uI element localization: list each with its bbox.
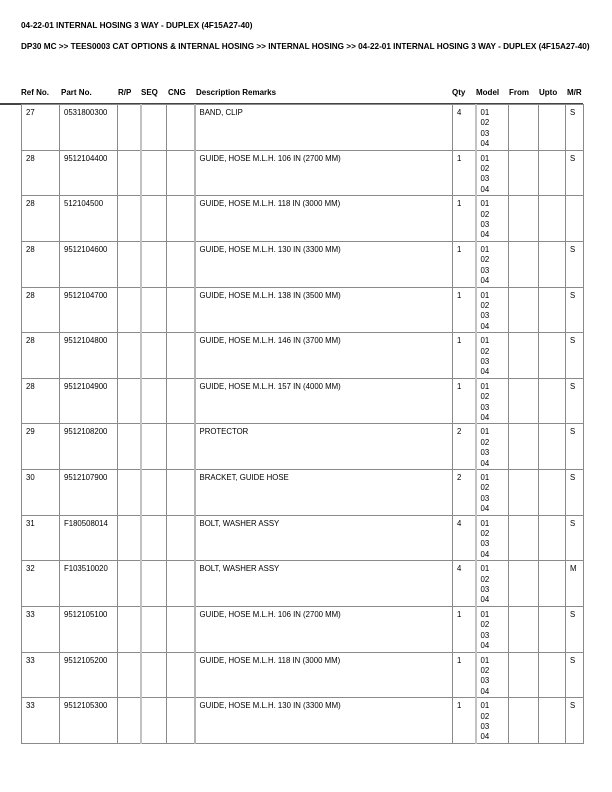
- model-code: 02: [480, 118, 490, 128]
- model-code: 02: [480, 164, 490, 174]
- ref-no-cell: 28: [22, 378, 60, 424]
- upto-cell: [539, 698, 566, 744]
- seq-cell: [141, 515, 167, 561]
- model-code: 03: [480, 676, 490, 686]
- column-header-ref-no: Ref No.: [21, 88, 49, 97]
- model-code: 01: [480, 381, 490, 391]
- model-cell: [476, 105, 509, 151]
- cng-cell: [167, 378, 195, 424]
- seq-cell: [141, 287, 167, 333]
- model-code: 04: [480, 595, 490, 605]
- qty-cell: 1: [453, 606, 476, 652]
- qty-cell: 1: [453, 241, 476, 287]
- description-cell: GUIDE, HOSE M.L.H. 138 IN (3500 MM): [195, 287, 453, 333]
- from-cell: [509, 196, 539, 242]
- model-code: 04: [480, 732, 490, 742]
- rp-cell: [118, 241, 141, 287]
- model-code: 01: [480, 473, 490, 482]
- description-cell: GUIDE, HOSE M.L.H. 106 IN (2700 MM): [195, 606, 453, 652]
- table-row: [22, 652, 584, 698]
- rp-cell: [118, 333, 141, 379]
- ref-no-cell: 31: [22, 515, 60, 561]
- model-code: 02: [480, 620, 490, 630]
- model-code: 04: [480, 230, 490, 240]
- description-cell: GUIDE, HOSE M.L.H. 130 IN (3300 MM): [195, 241, 453, 287]
- description-cell: GUIDE, HOSE M.L.H. 106 IN (2700 MM): [195, 150, 453, 196]
- table-row: [22, 606, 584, 652]
- ref-no-cell: 28: [22, 241, 60, 287]
- cng-cell: [167, 241, 195, 287]
- part-no-cell: 9512108200: [60, 424, 118, 470]
- column-header-seq: SEQ: [141, 88, 158, 97]
- model-code: 01: [480, 701, 490, 711]
- model-code: 03: [480, 402, 490, 412]
- rp-cell: [118, 378, 141, 424]
- from-cell: [509, 105, 539, 151]
- description-cell: GUIDE, HOSE M.L.H. 146 IN (3700 MM): [195, 333, 453, 379]
- upto-cell: [539, 150, 566, 196]
- from-cell: [509, 652, 539, 698]
- part-no-cell: 9512105100: [60, 606, 118, 652]
- ref-no-cell: 33: [22, 606, 60, 652]
- part-no-cell: 9512104800: [60, 333, 118, 379]
- from-cell: [509, 424, 539, 470]
- from-cell: [509, 241, 539, 287]
- rp-cell: [118, 287, 141, 333]
- model-code: 04: [480, 321, 490, 331]
- model-code: 01: [480, 108, 490, 117]
- mr-cell: S: [566, 378, 584, 424]
- column-header-rp: R/P: [118, 88, 132, 97]
- rp-cell: [118, 470, 141, 516]
- model-code: 03: [480, 630, 490, 640]
- model-code: 02: [480, 346, 490, 356]
- from-cell: [509, 561, 539, 607]
- table-row: [22, 470, 584, 516]
- model-code: 04: [480, 504, 490, 514]
- mr-cell: S: [566, 698, 584, 744]
- model-code: 04: [480, 641, 490, 651]
- table-row: [22, 196, 584, 242]
- rp-cell: [118, 561, 141, 607]
- rp-cell: [118, 698, 141, 744]
- model-code: 02: [480, 255, 490, 265]
- cng-cell: [167, 333, 195, 379]
- cng-cell: [167, 105, 195, 151]
- cng-cell: [167, 424, 195, 470]
- model-code: 01: [480, 244, 490, 254]
- column-header-upto: Upto: [539, 88, 558, 97]
- mr-cell: S: [566, 652, 584, 698]
- part-no-cell: 0531800300: [60, 105, 118, 151]
- ref-no-cell: 28: [22, 287, 60, 333]
- description-cell: BOLT, WASHER ASSY: [195, 561, 453, 607]
- seq-cell: [141, 378, 167, 424]
- part-no-cell: 9512104400: [60, 150, 118, 196]
- model-code: 01: [480, 290, 490, 300]
- description-cell: BOLT, WASHER ASSY: [195, 515, 453, 561]
- model-code: 02: [480, 437, 490, 447]
- model-code: 02: [480, 392, 490, 402]
- model-code: 03: [480, 493, 490, 503]
- model-cell: [476, 150, 509, 196]
- model-cell: [476, 378, 509, 424]
- seq-cell: [141, 561, 167, 607]
- table-row: [22, 105, 584, 151]
- table-row: [22, 698, 584, 744]
- ref-no-cell: 28: [22, 196, 60, 242]
- model-cell: [476, 287, 509, 333]
- description-cell: GUIDE, HOSE M.L.H. 118 IN (3000 MM): [195, 196, 453, 242]
- description-cell: PROTECTOR: [195, 424, 453, 470]
- qty-cell: 2: [453, 424, 476, 470]
- table-row: [22, 150, 584, 196]
- ref-no-cell: 28: [22, 150, 60, 196]
- from-cell: [509, 470, 539, 516]
- upto-cell: [539, 105, 566, 151]
- table-row: [22, 424, 584, 470]
- from-cell: [509, 287, 539, 333]
- rp-cell: [118, 196, 141, 242]
- cng-cell: [167, 698, 195, 744]
- model-code: 02: [480, 665, 490, 675]
- model-code: 04: [480, 139, 490, 149]
- seq-cell: [141, 652, 167, 698]
- from-cell: [509, 378, 539, 424]
- qty-cell: 1: [453, 150, 476, 196]
- cng-cell: [167, 652, 195, 698]
- model-code: 03: [480, 220, 490, 230]
- ref-no-cell: 27: [22, 105, 60, 151]
- model-code: 01: [480, 336, 490, 346]
- model-code: 04: [480, 412, 490, 422]
- model-code: 01: [480, 564, 490, 574]
- mr-cell: S: [566, 150, 584, 196]
- table-row: [22, 561, 584, 607]
- model-code: 01: [480, 153, 490, 163]
- model-cell: [476, 424, 509, 470]
- table-row: [22, 515, 584, 561]
- rp-cell: [118, 515, 141, 561]
- part-no-cell: 9512104600: [60, 241, 118, 287]
- column-header-description: Description Remarks: [196, 88, 277, 97]
- mr-cell: S: [566, 241, 584, 287]
- upto-cell: [539, 378, 566, 424]
- part-no-cell: 9512104900: [60, 378, 118, 424]
- parts-table: [21, 104, 584, 744]
- seq-cell: [141, 470, 167, 516]
- cng-cell: [167, 470, 195, 516]
- part-no-cell: F103510020: [60, 561, 118, 607]
- part-no-cell: 512104500: [60, 196, 118, 242]
- breadcrumb: DP30 MC >> TEES0003 CAT OPTIONS & INTERNAL HOSING >> INTERNAL HOSING >> 04-22-01 INTERNAL HOSING 3 WAY - DUPLEX (4F15A27-40): [21, 42, 590, 51]
- model-code: 02: [480, 711, 490, 721]
- ref-no-cell: 30: [22, 470, 60, 516]
- ref-no-cell: 33: [22, 698, 60, 744]
- model-code: 01: [480, 609, 490, 619]
- part-no-cell: 9512105300: [60, 698, 118, 744]
- model-code: 02: [480, 209, 490, 219]
- model-code: 04: [480, 184, 490, 194]
- ref-no-cell: 28: [22, 333, 60, 379]
- upto-cell: [539, 241, 566, 287]
- model-code: 02: [480, 529, 490, 539]
- model-cell: [476, 561, 509, 607]
- mr-cell: [566, 196, 584, 242]
- part-no-cell: 9512107900: [60, 470, 118, 516]
- qty-cell: 1: [453, 652, 476, 698]
- ref-no-cell: 33: [22, 652, 60, 698]
- qty-cell: 1: [453, 378, 476, 424]
- model-code: 03: [480, 174, 490, 184]
- seq-cell: [141, 196, 167, 242]
- mr-cell: S: [566, 287, 584, 333]
- model-code: 04: [480, 686, 490, 696]
- model-cell: [476, 470, 509, 516]
- upto-cell: [539, 333, 566, 379]
- model-cell: [476, 333, 509, 379]
- upto-cell: [539, 424, 566, 470]
- model-cell: [476, 652, 509, 698]
- cng-cell: [167, 150, 195, 196]
- seq-cell: [141, 698, 167, 744]
- description-cell: GUIDE, HOSE M.L.H. 157 IN (4000 MM): [195, 378, 453, 424]
- model-code: 03: [480, 128, 490, 138]
- document-title: 04-22-01 INTERNAL HOSING 3 WAY - DUPLEX (4F15A27-40): [21, 21, 253, 30]
- model-cell: [476, 241, 509, 287]
- cng-cell: [167, 196, 195, 242]
- mr-cell: S: [566, 333, 584, 379]
- model-code: 04: [480, 367, 490, 377]
- seq-cell: [141, 241, 167, 287]
- upto-cell: [539, 561, 566, 607]
- model-code: 01: [480, 518, 490, 528]
- table-row: [22, 378, 584, 424]
- upto-cell: [539, 652, 566, 698]
- rp-cell: [118, 652, 141, 698]
- model-code: 03: [480, 265, 490, 275]
- part-no-cell: F180508014: [60, 515, 118, 561]
- qty-cell: 4: [453, 105, 476, 151]
- model-code: 03: [480, 448, 490, 458]
- mr-cell: S: [566, 606, 584, 652]
- table-header: [0, 88, 583, 105]
- column-header-qty: Qty: [452, 88, 466, 97]
- qty-cell: 1: [453, 196, 476, 242]
- seq-cell: [141, 150, 167, 196]
- upto-cell: [539, 470, 566, 516]
- model-code: 02: [480, 483, 490, 493]
- model-code: 03: [480, 311, 490, 321]
- from-cell: [509, 698, 539, 744]
- column-header-cng: CNG: [168, 88, 186, 97]
- table-row: [22, 287, 584, 333]
- from-cell: [509, 515, 539, 561]
- qty-cell: 1: [453, 333, 476, 379]
- seq-cell: [141, 333, 167, 379]
- model-cell: [476, 515, 509, 561]
- model-code: 04: [480, 458, 490, 468]
- mr-cell: S: [566, 424, 584, 470]
- ref-no-cell: 29: [22, 424, 60, 470]
- upto-cell: [539, 196, 566, 242]
- qty-cell: 1: [453, 698, 476, 744]
- cng-cell: [167, 606, 195, 652]
- description-cell: GUIDE, HOSE M.L.H. 130 IN (3300 MM): [195, 698, 453, 744]
- column-header-from: From: [509, 88, 529, 97]
- seq-cell: [141, 105, 167, 151]
- qty-cell: 1: [453, 287, 476, 333]
- rp-cell: [118, 606, 141, 652]
- description-cell: BRACKET, GUIDE HOSE: [195, 470, 453, 516]
- upto-cell: [539, 515, 566, 561]
- qty-cell: 2: [453, 470, 476, 516]
- qty-cell: 4: [453, 515, 476, 561]
- upto-cell: [539, 606, 566, 652]
- model-code: 04: [480, 276, 490, 286]
- mr-cell: M: [566, 561, 584, 607]
- seq-cell: [141, 424, 167, 470]
- column-header-model: Model: [476, 88, 500, 97]
- model-cell: [476, 606, 509, 652]
- mr-cell: S: [566, 105, 584, 151]
- model-code: 03: [480, 585, 490, 595]
- model-code: 02: [480, 574, 490, 584]
- part-no-cell: 9512104700: [60, 287, 118, 333]
- rp-cell: [118, 150, 141, 196]
- seq-cell: [141, 606, 167, 652]
- model-code: 03: [480, 721, 490, 731]
- table-row: [22, 241, 584, 287]
- model-code: 01: [480, 655, 490, 665]
- column-header-mr: M/R: [567, 88, 582, 97]
- upto-cell: [539, 287, 566, 333]
- model-code: 03: [480, 539, 490, 549]
- description-cell: BAND, CLIP: [195, 105, 453, 151]
- table-row: [22, 333, 584, 379]
- description-cell: GUIDE, HOSE M.L.H. 118 IN (3000 MM): [195, 652, 453, 698]
- model-code: 03: [480, 356, 490, 366]
- rp-cell: [118, 105, 141, 151]
- cng-cell: [167, 561, 195, 607]
- from-cell: [509, 606, 539, 652]
- model-code: 01: [480, 199, 490, 209]
- part-no-cell: 9512105200: [60, 652, 118, 698]
- from-cell: [509, 150, 539, 196]
- model-cell: [476, 698, 509, 744]
- ref-no-cell: 32: [22, 561, 60, 607]
- mr-cell: S: [566, 515, 584, 561]
- from-cell: [509, 333, 539, 379]
- cng-cell: [167, 515, 195, 561]
- model-code: 01: [480, 427, 490, 437]
- column-header-part-no: Part No.: [61, 88, 92, 97]
- model-cell: [476, 196, 509, 242]
- rp-cell: [118, 424, 141, 470]
- qty-cell: 4: [453, 561, 476, 607]
- model-code: 04: [480, 549, 490, 559]
- mr-cell: S: [566, 470, 584, 516]
- model-code: 02: [480, 300, 490, 310]
- parts-table-body: [22, 105, 584, 744]
- cng-cell: [167, 287, 195, 333]
